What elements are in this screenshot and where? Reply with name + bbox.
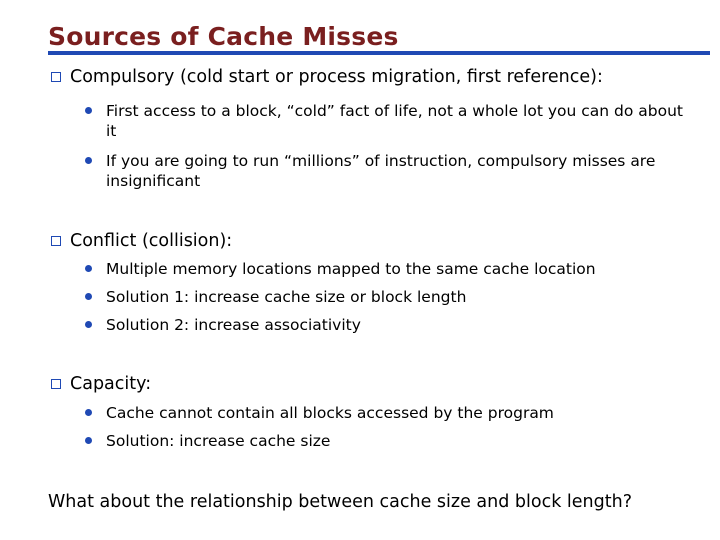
closing-question: What about the relationship between cache size and block length? [48, 492, 632, 512]
list-item: First access to a block, “cold” fact of life, not a whole lot you can do about it [106, 102, 683, 140]
list-item: Solution 1: increase cache size or block length [106, 288, 467, 306]
slide-title: Sources of Cache Misses [48, 22, 399, 51]
round-bullet-icon [85, 265, 92, 272]
square-bullet-icon [51, 379, 61, 389]
section-heading-capacity: Capacity: [70, 374, 152, 394]
list-item: Solution 2: increase associativity [106, 316, 361, 334]
list-item: Multiple memory locations mapped to the same cache location [106, 260, 596, 278]
square-bullet-icon [51, 72, 61, 82]
round-bullet-icon [85, 157, 92, 164]
round-bullet-icon [85, 293, 92, 300]
list-item: If you are going to run “millions” of instruction, compulsory misses are insignificant [106, 152, 656, 190]
list-item: Cache cannot contain all blocks accessed by the program [106, 404, 554, 422]
section-heading-conflict: Conflict (collision): [70, 231, 233, 251]
round-bullet-icon [85, 437, 92, 444]
round-bullet-icon [85, 409, 92, 416]
square-bullet-icon [51, 236, 61, 246]
title-underline [48, 51, 710, 55]
section-heading-compulsory: Compulsory (cold start or process migration, first reference): [70, 67, 603, 87]
list-item: Solution: increase cache size [106, 432, 331, 450]
round-bullet-icon [85, 321, 92, 328]
round-bullet-icon [85, 107, 92, 114]
